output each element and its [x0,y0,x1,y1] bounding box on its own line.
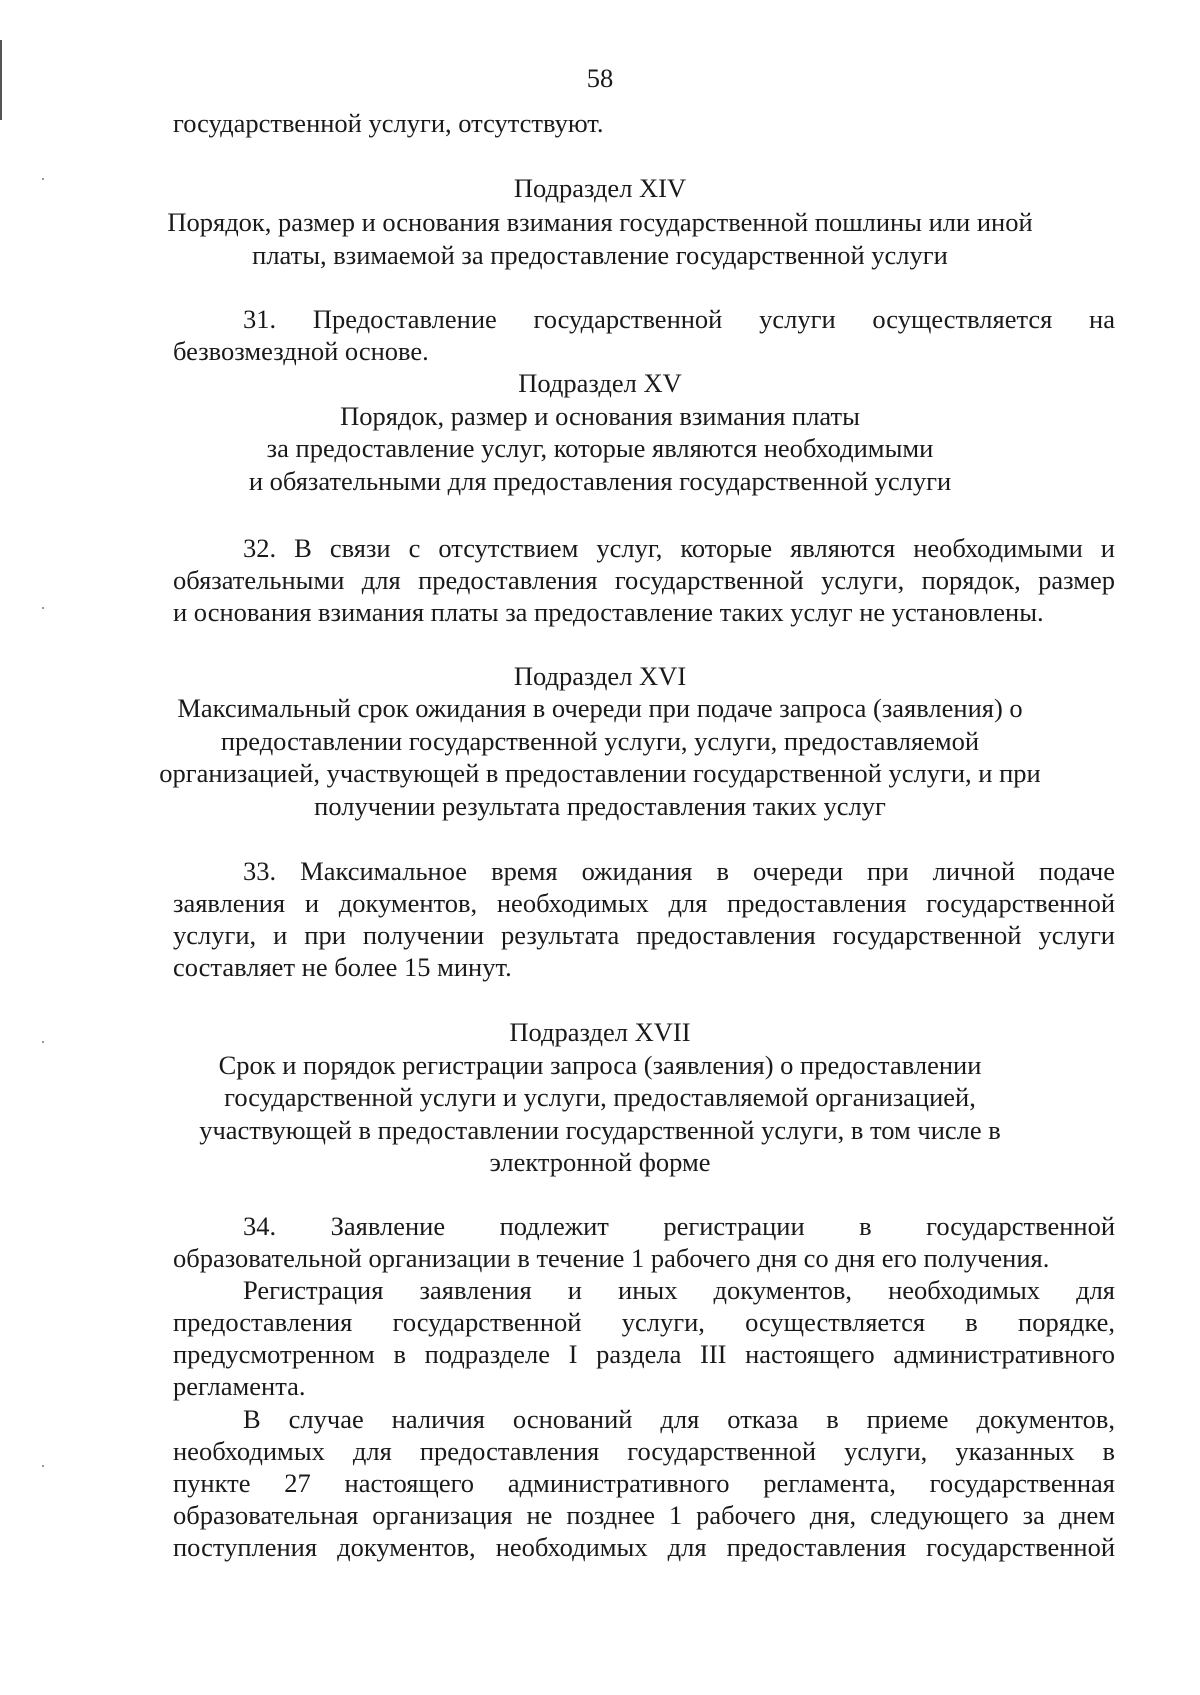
scan-speck [42,607,44,609]
subsection-title-line: Порядок, размер и основания взимания платы [340,401,860,431]
paragraph-line: регламента. [173,1371,306,1401]
subsection-heading: Подраздел XIV [513,173,687,203]
page-number: 58 [586,63,614,93]
subsection-heading: Подраздел XV [518,368,682,398]
paragraph-line: безвозмездной основе. [173,336,429,366]
paragraph-line: образовательной организации в течение 1 рабочего дня со дня его получения. [173,1243,1050,1273]
paragraph-line: предусмотренном в подразделе I раздела III настоящего административного [173,1339,1115,1369]
subsection-title-line: электронной форме [489,1147,711,1177]
paragraph-line: 34. Заявление подлежит регистрации в государственной [243,1211,1115,1241]
scan-speck [42,1465,44,1467]
paragraph-line: поступления документов, необходимых для предоставления государственной [173,1532,1115,1562]
subsection-title-line: и обязательными для предоставления государственной услуги [248,466,952,496]
subsection-title-line: предоставлении государственной услуги, услуги, предоставляемой [220,726,980,756]
paragraph-line: составляет не более 15 минут. [173,952,512,982]
subsection-title-line: Срок и порядок регистрации запроса (заявления) о предоставлении [218,1050,982,1080]
subsection-title-line: организацией, участвующей в предоставлении государственной услуги, и при [159,758,1041,788]
subsection-title-line: участвующей в предоставлении государственной услуги, в том числе в [199,1115,1001,1145]
paragraph-line: 31. Предоставление государственной услуги осуществляется на [243,304,1115,334]
subsection-heading: Подраздел XVI [513,661,687,691]
paragraph-line: 32. В связи с отсутствием услуг, которые являются необходимыми и [243,533,1115,563]
subsection-title-line: Порядок, размер и основания взимания государственной пошлины или иной [167,207,1033,237]
paragraph-line: услуги, и при получении результата предоставления государственной услуги [173,920,1115,950]
subsection-heading: Подраздел XVII [509,1017,691,1047]
subsection-title-line: получении результата предоставления таких услуг [314,791,886,821]
paragraph-line: Регистрация заявления и иных документов, необходимых для [243,1275,1115,1305]
paragraph-line: необходимых для предоставления государственной услуги, указанных в [173,1436,1115,1466]
paragraph-line: В случае наличия оснований для отказа в приеме документов, [243,1404,1115,1434]
paragraph-line: государственной услуги, отсутствуют. [173,108,604,138]
subsection-title-line: за предоставление услуг, которые являются необходимыми [266,433,934,463]
paragraph-line: и основания взимания платы за предоставление таких услуг не установлены. [173,597,1044,627]
paragraph-line: заявления и документов, необходимых для предоставления государственной [173,888,1115,918]
paragraph-line: 33. Максимальное время ожидания в очереди при личной подаче [243,856,1115,886]
paragraph-line: образовательная организация не позднее 1 рабочего дня, следующего за днем [173,1500,1115,1530]
paragraph-line: предоставления государственной услуги, осуществляется в порядке, [173,1307,1115,1337]
subsection-title-line: государственной услуги и услуги, предоставляемой организацией, [224,1082,976,1112]
paragraph-line: обязательными для предоставления государственной услуги, порядок, размер [173,565,1115,595]
subsection-title-line: платы, взимаемой за предоставление государственной услуги [252,240,948,270]
paragraph-line: пункте 27 настоящего административного регламента, государственная [173,1468,1115,1498]
subsection-title-line: Максимальный срок ожидания в очереди при подаче запроса (заявления) о [177,693,1023,723]
